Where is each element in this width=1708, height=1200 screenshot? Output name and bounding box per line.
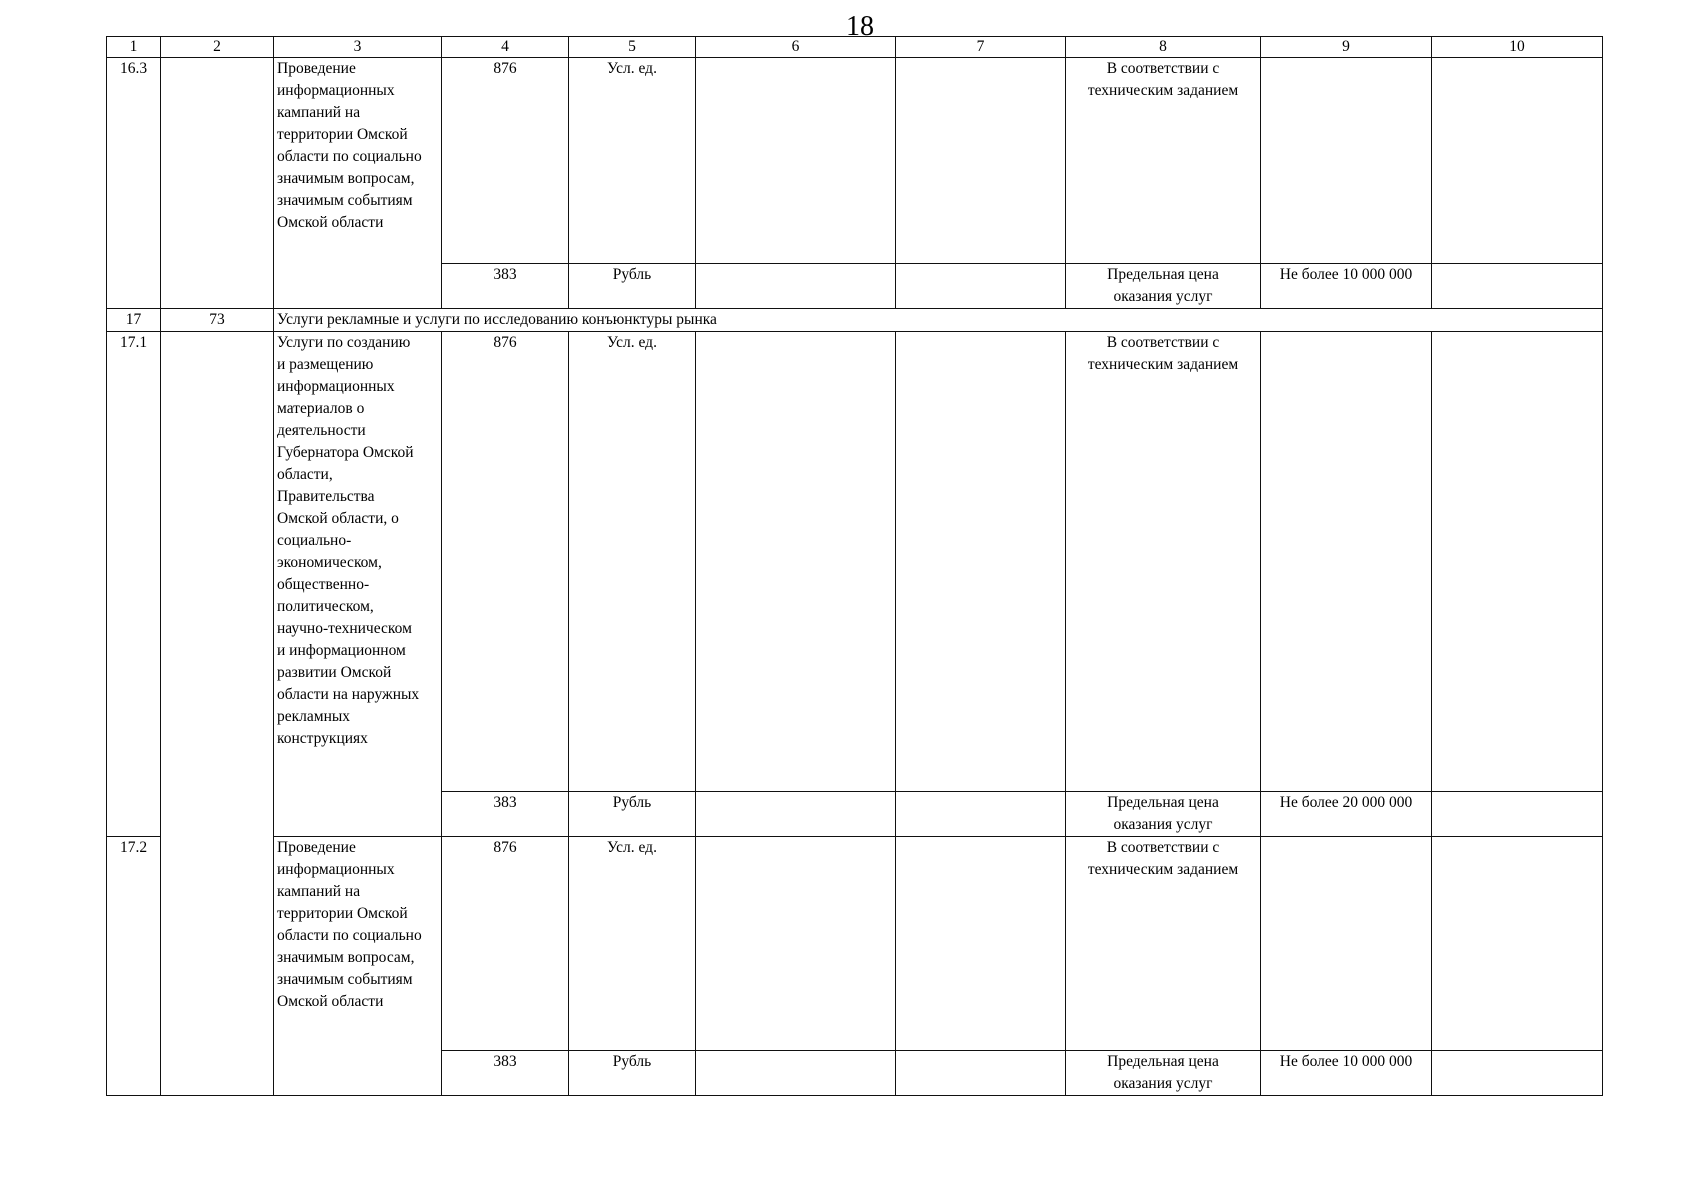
cell-col6 <box>696 1051 896 1096</box>
description-line: области по социально <box>277 148 422 165</box>
column-header: 7 <box>896 37 1066 58</box>
item-description <box>274 837 442 1096</box>
description-line: материалов о <box>277 400 365 417</box>
description-line: области, <box>277 466 333 483</box>
description-line: и размещению <box>277 356 374 373</box>
row-number: 17.2 <box>107 837 161 1096</box>
description-line: деятельности <box>277 422 366 439</box>
characteristic-line: техническим заданием <box>1087 82 1239 99</box>
column-header: 9 <box>1261 37 1432 58</box>
cell-col10 <box>1432 837 1603 1051</box>
unit-name: Рубль <box>569 1051 696 1096</box>
column-header: 10 <box>1432 37 1603 58</box>
table-row <box>107 332 1603 792</box>
page-number: 18 <box>846 11 874 42</box>
table-row <box>107 58 1603 264</box>
description-line: значимым вопросам, <box>277 949 415 966</box>
characteristic-line: В соответствии с <box>1106 334 1220 351</box>
description-line: Правительства <box>277 488 375 505</box>
cell-col10 <box>1432 332 1603 792</box>
cell-col10 <box>1432 792 1603 837</box>
description-line: информационных <box>277 861 395 878</box>
column-header: 8 <box>1066 37 1261 58</box>
column-number-row <box>107 37 1603 58</box>
cell-col6 <box>696 792 896 837</box>
column-header: 1 <box>107 37 161 58</box>
characteristic-line: Предельная цена <box>1107 1053 1219 1070</box>
description-line: значимым вопросам, <box>277 170 415 187</box>
cell-col10 <box>1432 1051 1603 1096</box>
characteristic-line: Предельная цена <box>1107 794 1219 811</box>
description-line: Проведение <box>277 60 356 77</box>
value-cell <box>1261 837 1432 1051</box>
section-row <box>107 309 1603 332</box>
cell-col7 <box>896 264 1066 309</box>
value-cell: Не более 20 000 000 <box>1261 792 1432 837</box>
value-cell <box>1261 58 1432 264</box>
unit-name: Усл. ед. <box>569 332 696 792</box>
characteristic <box>1066 1051 1261 1096</box>
okei-code: 876 <box>442 837 569 1051</box>
okei-code: 876 <box>442 332 569 792</box>
row-number: 17.1 <box>107 332 161 837</box>
table-row <box>107 837 1603 1051</box>
okpd-code-cell: 73 <box>161 309 274 332</box>
cell-col6 <box>696 264 896 309</box>
description-line: Губернатора Омской <box>277 444 414 461</box>
okei-code: 876 <box>442 58 569 264</box>
characteristic <box>1066 58 1261 264</box>
unit-name: Рубль <box>569 792 696 837</box>
procurement-table <box>106 36 1603 1096</box>
description-line: кампаний на <box>277 883 361 900</box>
description-line: экономическом, <box>277 554 382 571</box>
unit-name: Усл. ед. <box>569 58 696 264</box>
description-line: территории Омской <box>277 905 408 922</box>
row-number: 17 <box>107 309 161 332</box>
description-line: и информационном <box>277 642 406 659</box>
description-line: Омской области <box>277 993 384 1010</box>
okpd-code-cell <box>161 332 274 1096</box>
okei-code: 383 <box>442 792 569 837</box>
description-line: Омской области, о <box>277 510 399 527</box>
column-header: 4 <box>442 37 569 58</box>
cell-col7 <box>896 58 1066 264</box>
description-line: развитии Омской <box>277 664 392 681</box>
description-line: значимым событиям <box>277 971 413 988</box>
description-line: информационных <box>277 378 395 395</box>
okei-code: 383 <box>442 1051 569 1096</box>
column-header: 6 <box>696 37 896 58</box>
value-cell: Не более 10 000 000 <box>1261 1051 1432 1096</box>
characteristic-line: В соответствии с <box>1106 839 1220 856</box>
characteristic-line: техническим заданием <box>1087 356 1239 373</box>
description-line: общественно- <box>277 576 370 593</box>
description-line: социально- <box>277 532 352 549</box>
characteristic-line: техническим заданием <box>1087 861 1239 878</box>
cell-col7 <box>896 332 1066 792</box>
description-line: Проведение <box>277 839 356 856</box>
description-line: Омской области <box>277 214 384 231</box>
column-header: 5 <box>569 37 696 58</box>
description-line: научно-техническом <box>277 620 412 637</box>
description-line: кампаний на <box>277 104 361 121</box>
description-line: политическом, <box>277 598 374 615</box>
characteristic <box>1066 332 1261 792</box>
column-header: 3 <box>274 37 442 58</box>
description-line: конструкциях <box>277 730 368 747</box>
column-header: 2 <box>161 37 274 58</box>
characteristic-line: оказания услуг <box>1113 816 1213 833</box>
cell-col7 <box>896 837 1066 1051</box>
item-description <box>274 332 442 837</box>
section-title: Услуги рекламные и услуги по исследованию конъюнктуры рынка <box>274 309 1603 332</box>
characteristic <box>1066 264 1261 309</box>
unit-name: Рубль <box>569 264 696 309</box>
unit-name: Усл. ед. <box>569 837 696 1051</box>
cell-col10 <box>1432 58 1603 264</box>
cell-col6 <box>696 837 896 1051</box>
value-cell: Не более 10 000 000 <box>1261 264 1432 309</box>
description-line: области по социально <box>277 927 422 944</box>
description-line: значимым событиям <box>277 192 413 209</box>
characteristic-line: оказания услуг <box>1113 288 1213 305</box>
description-line: Услуги по созданию <box>277 334 411 351</box>
description-line: территории Омской <box>277 126 408 143</box>
okei-code: 383 <box>442 264 569 309</box>
characteristic-line: Предельная цена <box>1107 266 1219 283</box>
item-description <box>274 58 442 309</box>
cell-col6 <box>696 332 896 792</box>
row-number: 16.3 <box>107 58 161 309</box>
description-line: рекламных <box>277 708 351 725</box>
description-line: информационных <box>277 82 395 99</box>
value-cell <box>1261 332 1432 792</box>
okpd-code-cell <box>161 58 274 309</box>
characteristic-line: В соответствии с <box>1106 60 1220 77</box>
characteristic <box>1066 837 1261 1051</box>
description-line: области на наружных <box>277 686 420 703</box>
characteristic-line: оказания услуг <box>1113 1075 1213 1092</box>
cell-col7 <box>896 792 1066 837</box>
cell-col10 <box>1432 264 1603 309</box>
cell-col7 <box>896 1051 1066 1096</box>
characteristic <box>1066 792 1261 837</box>
cell-col6 <box>696 58 896 264</box>
